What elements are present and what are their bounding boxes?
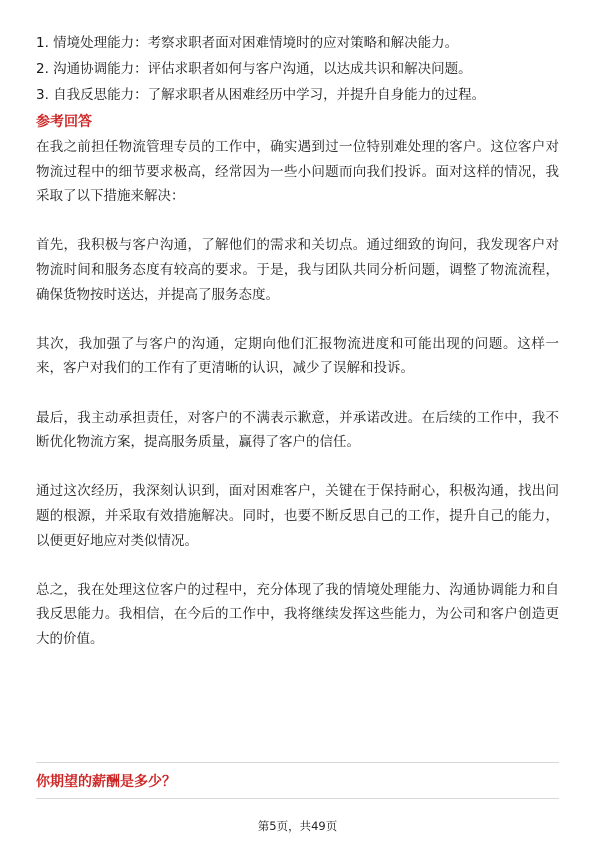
- section-divider: [36, 762, 559, 763]
- criteria-item: 1. 情境处理能力：考察求职者面对困难情境时的应对策略和解决能力。: [36, 35, 459, 51]
- criteria-item: 3. 自我反思能力：了解求职者从困难经历中学习，并提升自身能力的过程。: [36, 87, 486, 103]
- answer-paragraph: 首先，我积极与客户沟通，了解他们的需求和关切点。通过细致的询问，我发现客户对物流时间和服务态度有较高的要求。于是，我与团队共同分析问题，调整了物流流程，确保货物按时送达，并提高了服务态度。: [36, 237, 559, 303]
- evaluation-criteria-list: [36, 30, 559, 108]
- next-question-heading: 你期望的薪酬是多少？: [36, 774, 176, 790]
- answer-paragraph: 在我之前担任物流管理专员的工作中，确实遇到过一位特别难处理的客户。这位客户对物流过程中的细节要求极高，经常因为一些小问题而向我们投诉。面对这样的情况，我采取了以下措施来解决：: [36, 139, 559, 205]
- answer-paragraph: 总之，我在处理这位客户的过程中，充分体现了我的情境处理能力、沟通协调能力和自我反思能力。我相信，在今后的工作中，我将继续发挥这些能力，为公司和客户创造更大的价值。: [36, 581, 559, 647]
- answer-paragraph: 最后，我主动承担责任，对客户的不满表示歉意，并承诺改进。在后续的工作中，我不断优化物流方案，提高服务质量，赢得了客户的信任。: [36, 409, 559, 451]
- criteria-item: 2. 沟通协调能力：评估求职者如何与客户沟通，以达成共识和解决问题。: [36, 61, 472, 77]
- answer-paragraph: 其次，我加强了与客户的沟通，定期向他们汇报物流进度和可能出现的问题。这样一来，客户对我们的工作有了更清晰的认识，减少了误解和投诉。: [36, 335, 559, 377]
- answer-paragraph: 通过这次经历，我深刻认识到，面对困难客户，关键在于保持耐心，积极沟通，找出问题的根源，并采取有效措施解决。同时，也要不断反思自己的工作，提升自己的能力，以便更好地应对类似情况。: [36, 483, 559, 549]
- footer-divider: [36, 798, 559, 799]
- reference-answer-heading: 参考回答: [36, 114, 92, 130]
- page-number: 第5页，共49页: [257, 819, 338, 833]
- document-page: [36, 30, 559, 651]
- reference-answer-body: [36, 135, 559, 651]
